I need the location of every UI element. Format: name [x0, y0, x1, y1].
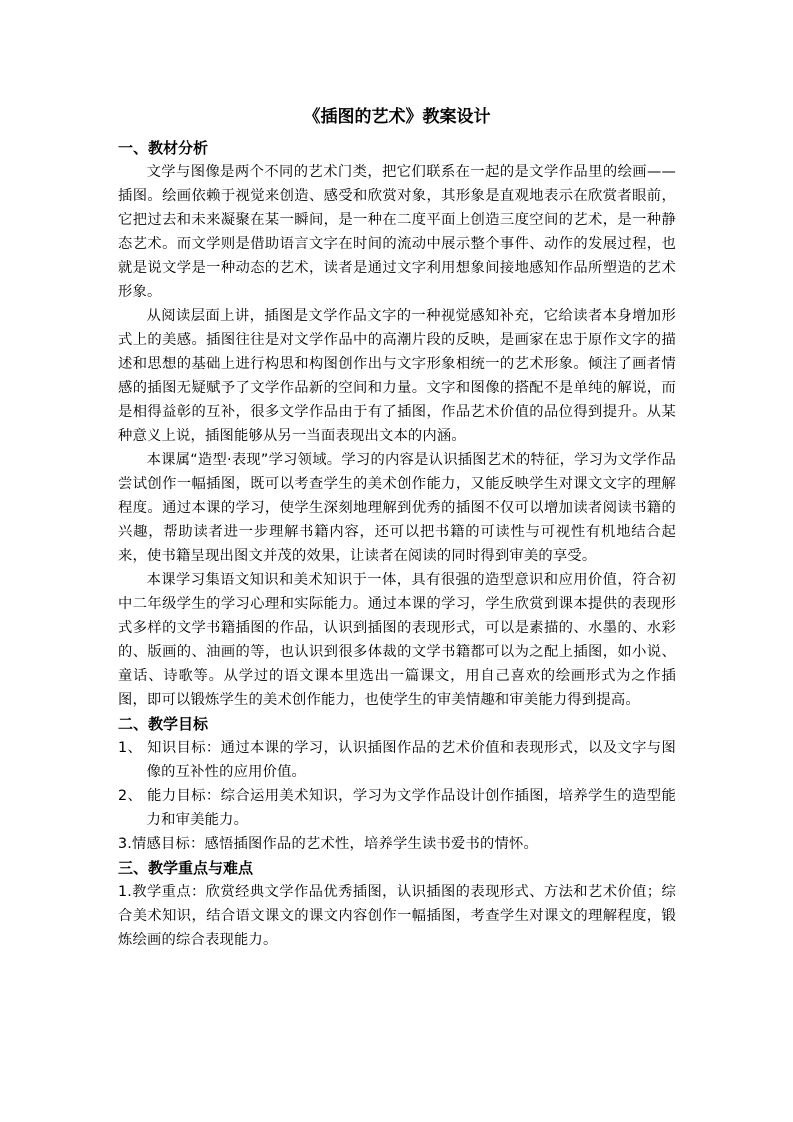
- section-heading-goals: 二、教学目标: [118, 715, 209, 733]
- paragraph: 从阅读层面上讲，插图是文学作品文字的一种视觉感知补充，它给读者本身增加形式上的美感。插图往往是对文学作品中的高潮片段的反映，是画家在忠于原作文字的描述和思想的基础上进行构思和构图创作出与文字形象相统一的艺术形象。倾注了画者情感的插图无疑赋予了文学作品新的空间和力量。文字和图像的搭配不是单纯的解说，而是相得益彰的互补，很多文学作品由于有了插图，作品艺术价值的品位得到提升。从某种意义上说，插图能够从另一当面表现出文本的内涵。: [118, 308, 676, 444]
- section-heading-analysis: 一、教材分析: [118, 139, 209, 157]
- paragraph: 文学与图像是两个不同的艺术门类，把它们联系在一起的是文学作品里的绘画——插图。绘画依赖于视觉来创造、感受和欣赏对象，其形象是直观地表示在欣赏者眼前，它把过去和未来凝聚在某一瞬间，是一种在二度平面上创造三度空间的艺术，是一种静态艺术。而文学则是借助语言文字在时间的流动中展示整个事件、动作的发展过程，也就是说文学是一种动态的艺术，读者是通过文字利用想象间接地感知作品所塑造的艺术形象。: [118, 164, 676, 300]
- document-title: 《插图的艺术》教案设计: [303, 107, 491, 127]
- document-body: [118, 102, 676, 952]
- list-item: 3.情感目标：感悟插图作品的艺术性，培养学生读书爱书的情怀。: [118, 836, 538, 852]
- paragraph: 本课属“造型·表现”学习领域。学习的内容是认识插图艺术的特征，学习为文学作品尝试创作一幅插图，既可以考查学生的美术创作能力，又能反映学生对课文文字的理解程度。通过本课的学习，使学生深刻地理解到优秀的插图不仅可以增加读者阅读书籍的兴趣，帮助读者进一步理解书籍内容，还可以把书籍的可读性与可视性有机地结合起来，使书籍呈现出图文并茂的效果，让读者在阅读的同时得到审美的享受。: [118, 452, 676, 564]
- paragraph: 本课学习集语文知识和美术知识于一体，具有很强的造型意识和应用价值，符合初中二年级学生的学习心理和实际能力。通过本课的学习，学生欣赏到课本提供的表现形式多样的文学书籍插图的作品，认识到插图的表现形式，可以是素描的、水墨的、水彩的、版画的、油画的等，也认识到很多体裁的文学书籍都可以为之配上插图，如小说、童话、诗歌等。从学过的语文课本里选出一篇课文，用自己喜欢的绘画形式为之作插图，即可以锻炼学生的美术创作能力，也使学生的审美情趣和审美能力得到提高。: [118, 572, 676, 708]
- list-item: 1.教学重点：欣赏经典文学作品优秀插图，认识插图的表现形式、方法和艺术价值；综合美术知识，结合语文课文的课文内容创作一幅插图，考查学生对课文的理解程度，锻炼绘画的综合表现能力。: [118, 884, 676, 948]
- list-item: 1、 知识目标：通过本课的学习，认识插图作品的艺术价值和表现形式，以及文字与图像的互补性的应用价值。: [118, 740, 676, 780]
- section-heading-key-points: 三、教学重点与难点: [118, 859, 254, 877]
- list-item: 2、 能力目标：综合运用美术知识，学习为文学作品设计创作插图，培养学生的造型能力和审美能力。: [118, 788, 676, 828]
